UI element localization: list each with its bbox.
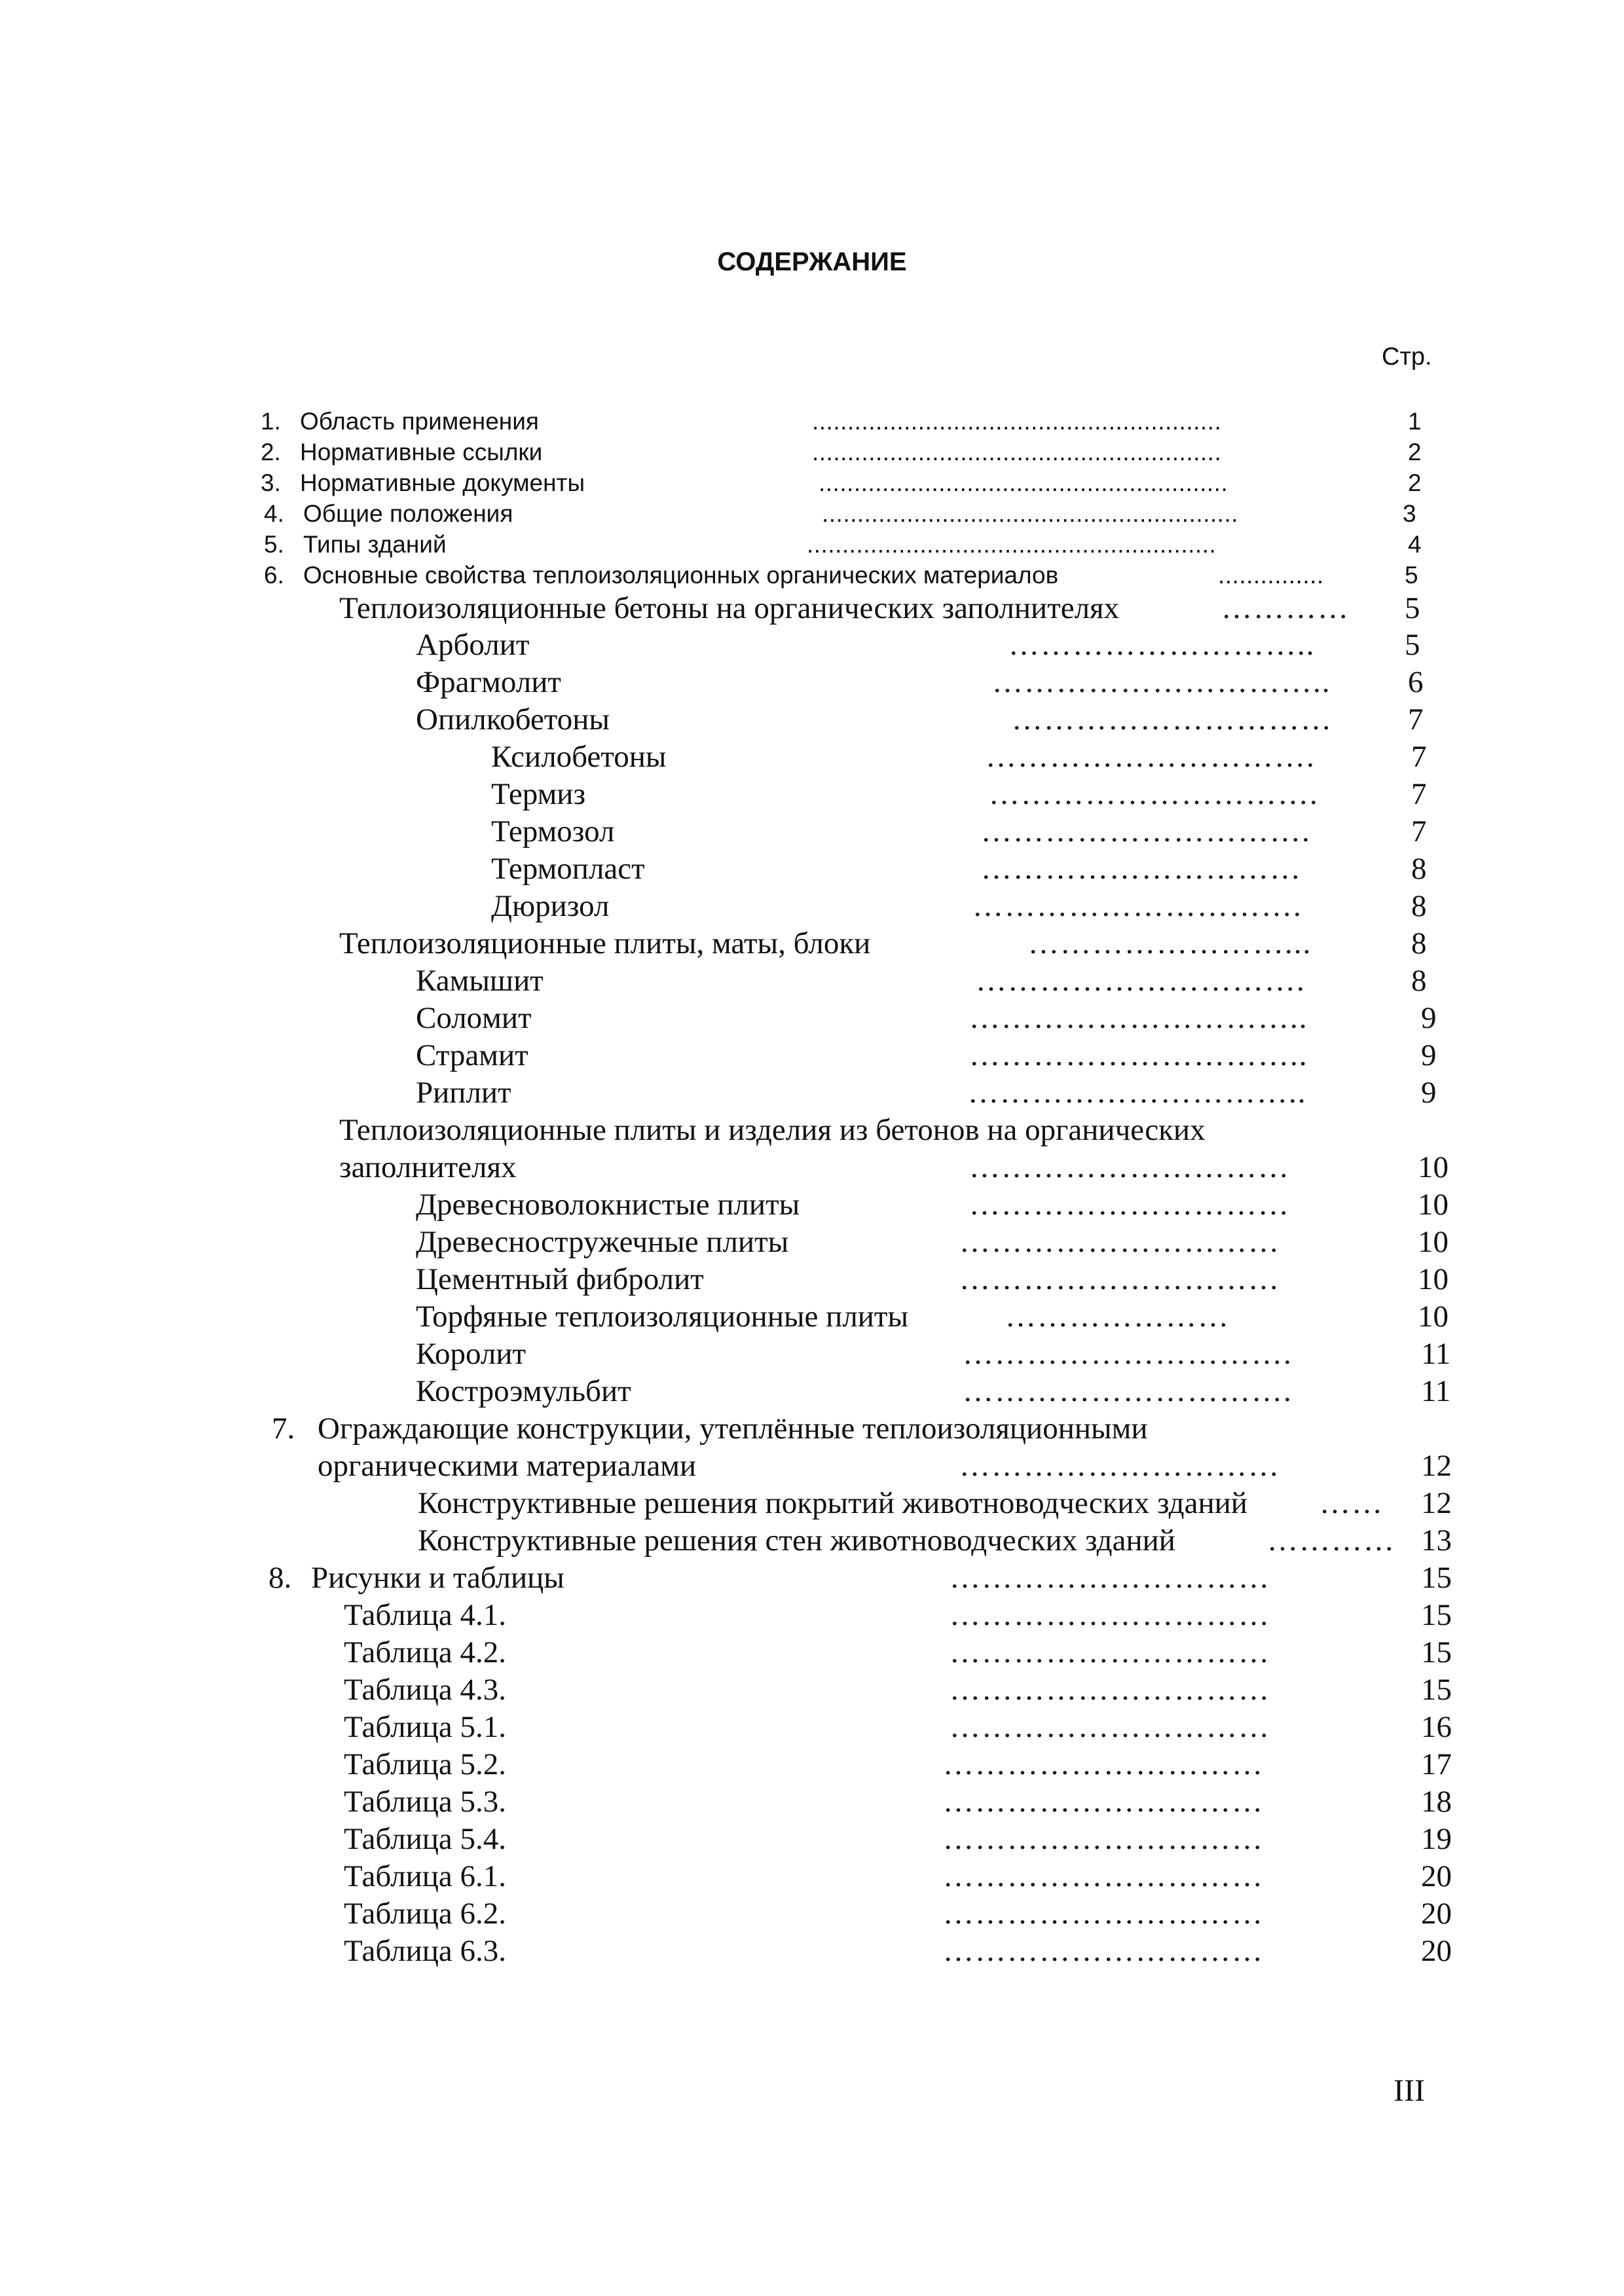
toc-entry xyxy=(0,1896,1624,1934)
toc-entry-title: Рисунки и таблицы xyxy=(311,1561,564,1595)
toc-entry-page: 11 xyxy=(1421,1337,1451,1371)
toc-entry-leader: ………………………… xyxy=(969,1150,1290,1184)
toc-entry xyxy=(0,1150,1624,1188)
toc-entry xyxy=(0,1000,1624,1038)
toc-entry-page: 9 xyxy=(1421,1001,1437,1035)
toc-entry-leader: …………………………. xyxy=(976,964,1306,998)
toc-entry-leader: ………………………… xyxy=(950,1635,1270,1669)
toc-entry xyxy=(0,851,1624,889)
toc-entry-number: 1. xyxy=(261,408,281,435)
toc-entry-title: Конструктивные решения покрытий животноводческих зданий xyxy=(418,1486,1247,1520)
toc-entry xyxy=(0,1448,1624,1486)
toc-entry-page: 20 xyxy=(1421,1934,1452,1968)
toc-entry-title: Таблица 5.2. xyxy=(344,1747,507,1781)
toc-entry xyxy=(0,439,1624,470)
toc-entry xyxy=(0,1821,1624,1859)
toc-entry-page: 6 xyxy=(1408,665,1424,699)
toc-entry-page: 10 xyxy=(1418,1150,1449,1184)
toc-entry xyxy=(0,702,1624,740)
toc-entry xyxy=(0,1485,1624,1523)
toc-entry-leader: ………………………… xyxy=(950,1561,1270,1595)
page-column-header: Стр. xyxy=(1382,343,1432,371)
toc-entry-page: 15 xyxy=(1421,1673,1452,1707)
toc-entry-title: Общие положения xyxy=(303,500,513,527)
toc-entry-leader: .......................................................... xyxy=(819,469,1228,496)
toc-entry-page: 8 xyxy=(1411,889,1427,923)
toc-entry xyxy=(0,1374,1624,1412)
toc-entry-title: Таблица 5.4. xyxy=(344,1822,507,1856)
toc-entry-leader: ………………………….. xyxy=(969,1001,1308,1035)
toc-entry-page: 20 xyxy=(1421,1897,1452,1931)
toc-entry xyxy=(0,469,1624,501)
toc-entry-leader: ………………… xyxy=(1005,1300,1230,1334)
toc-entry xyxy=(0,926,1624,964)
toc-entry xyxy=(0,739,1624,777)
toc-entry-page: 7 xyxy=(1411,777,1427,811)
toc-entry-title: Фрагмолит xyxy=(416,665,561,699)
toc-entry xyxy=(0,1336,1624,1374)
toc-entry-page: 15 xyxy=(1421,1598,1452,1632)
toc-entry-title: Таблица 6.1. xyxy=(344,1859,507,1893)
toc-entry-title: Ограждающие конструкции, утеплённые теплоизоляционными xyxy=(318,1412,1148,1446)
toc-entry-page: 19 xyxy=(1421,1822,1452,1856)
toc-entry-leader: …………………………. xyxy=(989,777,1319,811)
toc-entry-page: 10 xyxy=(1418,1225,1449,1259)
toc-entry-leader: ………………………….. xyxy=(992,665,1331,699)
toc-entry xyxy=(0,1075,1624,1113)
toc-entry-title: Таблица 4.3. xyxy=(344,1673,507,1707)
toc-entry xyxy=(0,1299,1624,1337)
toc-entry xyxy=(0,1784,1624,1822)
toc-entry-page: 5 xyxy=(1405,628,1420,662)
toc-entry-title: Конструктивные решения стен животноводческих зданий xyxy=(418,1523,1175,1558)
toc-entry-page: 18 xyxy=(1421,1785,1452,1819)
toc-entry-title: Дюризол xyxy=(491,889,610,923)
toc-entry-page: 12 xyxy=(1421,1449,1452,1483)
toc-entry xyxy=(0,1635,1624,1673)
toc-entry-title: Арболит xyxy=(416,628,530,662)
toc-entry-leader: ………… xyxy=(1267,1523,1395,1558)
toc-entry-title: Страмит xyxy=(416,1038,528,1072)
toc-entry-title: Нормативные документы xyxy=(300,469,585,496)
toc-entry xyxy=(0,531,1624,562)
toc-entry xyxy=(0,408,1624,439)
toc-entry-leader: ………………………… xyxy=(959,1262,1280,1296)
toc-entry-page: 15 xyxy=(1421,1635,1452,1669)
toc-entry-leader: ………………………… xyxy=(943,1859,1264,1893)
toc-entry xyxy=(0,1597,1624,1635)
toc-entry-page: 10 xyxy=(1418,1188,1449,1222)
toc-entry-title: Древесноволокнистые плиты xyxy=(416,1188,800,1222)
toc-entry-leader: ………………………… xyxy=(959,1449,1280,1483)
toc-entry-page: 5 xyxy=(1405,591,1420,625)
toc-entry-leader: …………………………. xyxy=(963,1374,1293,1408)
toc-entry-title: Нормативные ссылки xyxy=(300,439,543,465)
toc-entry xyxy=(0,814,1624,852)
toc-title: СОДЕРЖАНИЕ xyxy=(717,247,907,276)
toc-entry-number: 7. xyxy=(272,1412,295,1446)
toc-entry-title: Термозол xyxy=(491,814,615,848)
toc-entry-page: 3 xyxy=(1403,500,1416,527)
toc-entry-leader: .......................................................... xyxy=(807,531,1217,558)
toc-entry xyxy=(0,1411,1624,1449)
toc-entry-leader: …………………………. xyxy=(986,740,1316,774)
toc-entry-page: 13 xyxy=(1421,1523,1452,1558)
toc-entry-leader: …………………………. xyxy=(981,814,1311,848)
toc-entry-number: 6. xyxy=(264,562,284,589)
toc-entry-page: 8 xyxy=(1411,852,1427,886)
toc-entry-leader: ………………………… xyxy=(1012,702,1333,737)
toc-entry-page: 7 xyxy=(1411,740,1427,774)
toc-entry xyxy=(0,500,1624,532)
toc-entry-number: 5. xyxy=(264,531,284,558)
toc-entry-title: Термопласт xyxy=(491,852,645,886)
toc-entry-leader: ………………………… xyxy=(969,1188,1290,1222)
toc-entry-page: 2 xyxy=(1408,469,1422,496)
toc-entry-title: Теплоизоляционные бетоны на органических заполнителях xyxy=(339,591,1120,625)
toc-entry-leader: …………………………. xyxy=(972,889,1302,923)
toc-entry xyxy=(0,591,1624,629)
toc-entry-leader: ............... xyxy=(1218,562,1324,589)
toc-entry-page: 17 xyxy=(1421,1747,1452,1781)
toc-entry xyxy=(0,1038,1624,1076)
toc-entry-leader: …… xyxy=(1320,1486,1384,1520)
toc-entry-leader: ………………………… xyxy=(943,1934,1264,1968)
toc-entry xyxy=(0,1224,1624,1262)
toc-entry-leader: ………………………… xyxy=(943,1747,1264,1781)
toc-entry xyxy=(0,1747,1624,1785)
toc-entry-title: Таблица 6.2. xyxy=(344,1897,507,1931)
page-number: III xyxy=(1393,2073,1425,2108)
toc-entry-leader: ………………………… xyxy=(950,1598,1270,1632)
toc-entry-title: Риплит xyxy=(416,1076,511,1110)
toc-entry-title: Солoмит xyxy=(416,1001,532,1035)
toc-entry-leader: ……………………….. xyxy=(1008,628,1316,662)
toc-entry-title: Таблица 5.1. xyxy=(344,1710,507,1744)
toc-entry-leader: ………………………… xyxy=(959,1225,1280,1259)
toc-entry-page: 15 xyxy=(1421,1561,1452,1595)
toc-entry-title: Опилкобетоны xyxy=(416,702,610,737)
toc-entry-title: Таблица 6.3. xyxy=(344,1934,507,1968)
toc-entry-page: 7 xyxy=(1408,702,1424,737)
toc-entry xyxy=(0,888,1624,926)
toc-entry-leader: ………………………… xyxy=(943,1785,1264,1819)
toc-entry-page: 2 xyxy=(1408,439,1422,465)
toc-entry-leader: ………………………… xyxy=(943,1897,1264,1931)
toc-entry xyxy=(0,1933,1624,1971)
toc-entry xyxy=(0,1560,1624,1598)
toc-entry-title: Таблица 4.2. xyxy=(344,1635,507,1669)
toc-entry xyxy=(0,1262,1624,1300)
toc-entry-title: Термиз xyxy=(491,777,586,811)
toc-entry-title: Типы зданий xyxy=(303,531,447,558)
toc-entry-number: 8. xyxy=(268,1561,292,1595)
toc-entry-title: Основные свойства теплоизоляционных органических материалов xyxy=(303,562,1059,589)
toc-entry-leader: ………………………… xyxy=(943,1822,1264,1856)
toc-entry-leader: ………………………….. xyxy=(968,1076,1307,1110)
toc-entry-leader: ………………………… xyxy=(981,852,1302,886)
toc-entry xyxy=(0,1112,1624,1150)
toc-entry xyxy=(0,627,1624,665)
toc-entry-title: Камышит xyxy=(416,964,544,998)
toc-entry xyxy=(0,1187,1624,1225)
toc-entry xyxy=(0,776,1624,814)
toc-entry-number: 4. xyxy=(264,500,284,527)
toc-entry-page: 8 xyxy=(1411,926,1427,960)
toc-entry-page: 10 xyxy=(1418,1262,1449,1296)
toc-entry-title: Королит xyxy=(416,1337,526,1371)
toc-entry-leader: ........................................................... xyxy=(822,500,1239,527)
toc-entry-page: 5 xyxy=(1405,562,1418,589)
toc-entry-title: Теплоизоляционные плиты и изделия из бетонов на органических xyxy=(339,1113,1206,1147)
toc-entry xyxy=(0,665,1624,702)
toc-entry-leader: …………………………. xyxy=(963,1337,1293,1371)
toc-entry-title: Ксилобетоны xyxy=(491,740,667,774)
toc-entry-leader: ………………………… xyxy=(950,1710,1270,1744)
toc-entry-page: 10 xyxy=(1418,1300,1449,1334)
toc-entry xyxy=(0,1523,1624,1561)
toc-entry-title: заполнителях xyxy=(339,1150,517,1184)
toc-entry-title: Таблица 4.1. xyxy=(344,1598,507,1632)
toc-entry-page: 1 xyxy=(1408,408,1422,435)
toc-entry-title: органическими материалами xyxy=(318,1449,697,1483)
toc-entry-title: Костроэмульбит xyxy=(416,1374,631,1408)
toc-entry-page: 9 xyxy=(1421,1038,1437,1072)
toc-entry-leader: .......................................................... xyxy=(812,439,1222,465)
toc-entry xyxy=(0,963,1624,1001)
toc-entry-title: Область применения xyxy=(300,408,539,435)
toc-entry-leader: ………… xyxy=(1221,591,1350,625)
toc-entry-page: 4 xyxy=(1408,531,1422,558)
toc-entry xyxy=(0,1672,1624,1710)
toc-entry-leader: ………………………….. xyxy=(969,1038,1308,1072)
toc-entry-page: 9 xyxy=(1421,1076,1437,1110)
toc-entry xyxy=(0,1709,1624,1747)
toc-entry-number: 2. xyxy=(261,439,281,465)
toc-entry-title: Теплоизоляционные плиты, маты, блоки xyxy=(339,926,871,960)
toc-entry-page: 8 xyxy=(1411,964,1427,998)
toc-entry xyxy=(0,562,1624,593)
toc-entry-title: Таблица 5.3. xyxy=(344,1785,507,1819)
toc-entry-title: Торфяные теплоизоляционные плиты xyxy=(416,1300,909,1334)
toc-entry-title: Цементный фибролит xyxy=(416,1262,704,1296)
toc-entry-leader: ……………………... xyxy=(1028,926,1312,960)
toc-entry-title: Древесностружечные плиты xyxy=(416,1225,789,1259)
toc-entry-page: 12 xyxy=(1421,1486,1452,1520)
toc-entry xyxy=(0,1859,1624,1897)
toc-entry-page: 16 xyxy=(1421,1710,1452,1744)
toc-entry-page: 11 xyxy=(1421,1374,1451,1408)
toc-entry-page: 20 xyxy=(1421,1859,1452,1893)
toc-entry-leader: .......................................................... xyxy=(812,408,1222,435)
toc-entry-leader: ………………………… xyxy=(950,1673,1270,1707)
toc-entry-number: 3. xyxy=(261,469,281,496)
toc-entry-page: 7 xyxy=(1411,814,1427,848)
